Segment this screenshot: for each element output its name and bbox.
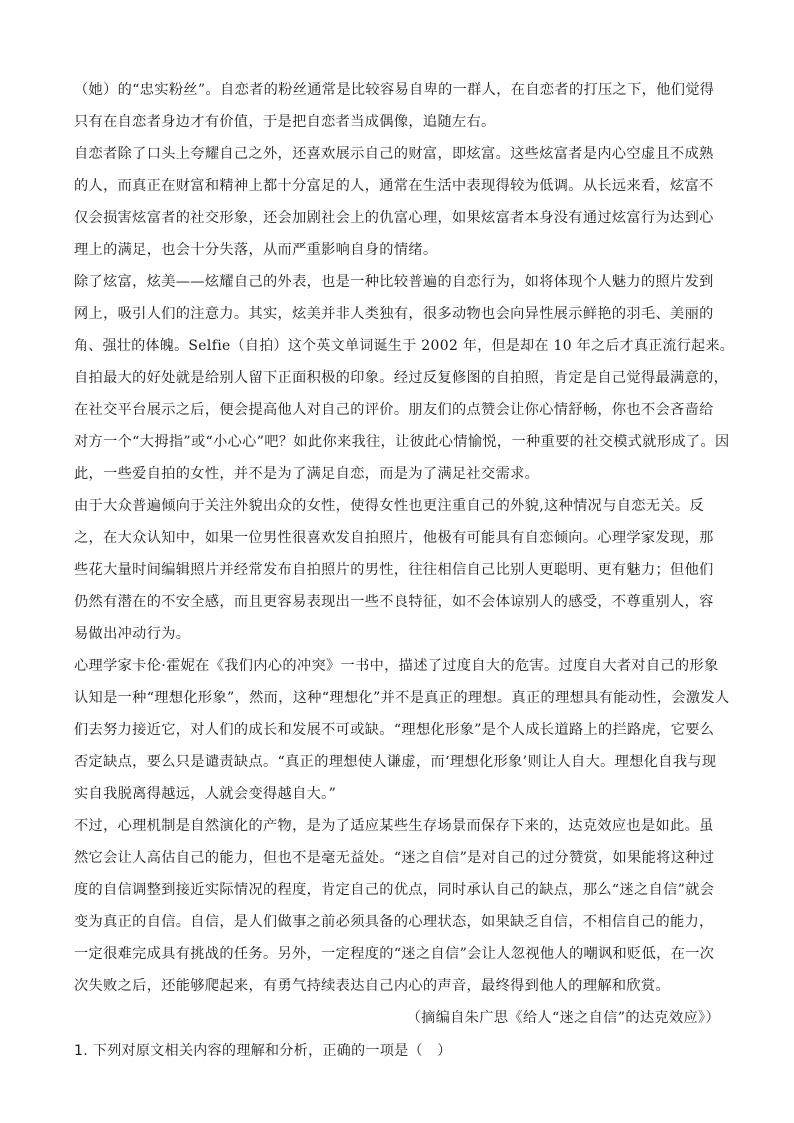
paragraph-line: 自恋者除了口头上夸耀自己之外，还喜欢展示自己的财富，即炫富。这些炫富者是内心空虚且不成熟: [74, 146, 714, 162]
paragraph-line: 仅会损害炫富者的社交形象，还会加剧社会上的仇富心理，如果炫富者本身没有通过炫富行为达到心: [74, 210, 714, 226]
paragraph-line: 们去努力接近它，对人们的成长和发展不可或缺。“理想化形象”是个人成长道路上的拦路虎，它要么: [74, 722, 715, 738]
paragraph-line: 些花大量时间编辑照片并经常发布自拍照片的男性，往往相信自己比别人更聪明、更有魅力；但他们: [74, 562, 714, 578]
paragraph-line: 实自我脱离得越远，人就会变得越自大。”: [74, 786, 337, 802]
paragraph-line: 心理学家卡伦·霍妮在《我们内心的冲突》一书中，描述了过度自大的危害。过度自大者对自己的形象: [74, 658, 719, 674]
paragraph-line: 之，在大众认知中，如果一位男性很喜欢发自拍照片，他极有可能具有自恋倾向。心理学家发现，那: [74, 530, 714, 546]
paragraph-line: 网上，吸引人们的注意力。其实，炫美并非人类独有，很多动物也会向异性展示鲜艳的羽毛、美丽的: [74, 306, 714, 322]
paragraph-line: 然它会让人高估自己的能力，但也不是毫无益处。“迷之自信”是对自己的过分赞赏，如果能将这种过: [74, 850, 715, 866]
paragraph-line: 只有在自恋者身边才有价值，于是把自恋者当成偶像，追随左右。: [74, 114, 496, 130]
paragraph-line: 变为真正的自信。自信，是人们做事之前必须具备的心理状态，如果缺乏自信，不相信自己的能力，: [74, 914, 714, 930]
paragraph-line: 次失败之后，还能够爬起来，有勇气持续表达自己内心的声音，最终得到他人的理解和欣赏。: [74, 978, 671, 994]
paragraph-line: 此，一些爱自拍的女性，并不是为了满足自恋，而是为了满足社交需求。: [74, 466, 540, 482]
paragraph-line: 的人，而真正在财富和精神上都十分富足的人，通常在生活中表现得较为低调。从长远来看，炫富不: [74, 178, 714, 194]
paragraph-line: 不过，心理机制是自然演化的产物，是为了适应某些生存场景而保存下来的，达克效应也是如此。虽: [74, 818, 714, 834]
paragraph-line: 理上的满足，也会十分失落，从而严重影响自身的情绪。: [74, 242, 438, 258]
question-stem: 1. 下列对原文相关内容的理解和分析，正确的一项是（ ）: [74, 1043, 452, 1059]
paragraph-line: 除了炫富，炫美——炫耀自己的外表，也是一种比较普遍的自恋行为，如将体现个人魅力的照片发到: [74, 274, 714, 290]
paragraph-line: 易做出冲动行为。: [74, 626, 191, 642]
paragraph-line: 对方一个“大拇指”或“小心心”吧？如此你来我往，让彼此心情愉悦，一种重要的社交模式就形成了。因: [74, 434, 730, 450]
paragraph-line: 一定很难完成具有挑战的任务。另外，一定程度的“迷之自信”会让人忽视他人的嘲讽和贬低，在一次: [74, 946, 715, 962]
source-citation: （摘编自朱广思《给人“迷之自信”的达克效应》）: [406, 1010, 720, 1026]
paragraph-line: 仍然有潜在的不安全感，而且更容易表现出一些不良特征，如不会体谅别人的感受，不尊重别人，容: [74, 594, 714, 610]
paragraph-line: 自拍最大的好处就是给别人留下正面积极的印象。经过反复修图的自拍照，肯定是自己觉得最满意的，: [74, 370, 729, 386]
paragraph-line: 角、强壮的体魄。Selfie（自拍）这个英文单词诞生于 2002 年，但是却在 10 年之后才真正流行起来。: [74, 338, 735, 354]
paragraph-line: 由于大众普遍倾向于关注外貌出众的女性，使得女性也更注重自己的外貌,这种情况与自恋无关。反: [74, 498, 704, 514]
paragraph-line: 认知是一种“理想化形象”，然而，这种“理想化”并不是真正的理想。真正的理想具有能动性，会激发人: [74, 690, 730, 706]
paragraph-line: 否定缺点，要么只是谴责缺点。“真正的理想使人谦虚，而‘理想化形象’则让人自大。理想化自我与现: [74, 754, 717, 770]
paragraph-line: （她）的“忠实粉丝”。自恋者的粉丝通常是比较容易自卑的一群人，在自恋者的打压之下，他们觉得: [74, 82, 715, 98]
paragraph-line: 度的自信调整到接近实际情况的程度，肯定自己的优点，同时承认自己的缺点，那么“迷之自信”就会: [74, 882, 715, 898]
paragraph-line: 在社交平台展示之后，便会提高他人对自己的评价。朋友们的点赞会让你心情舒畅，你也不会吝啬给: [74, 402, 714, 418]
